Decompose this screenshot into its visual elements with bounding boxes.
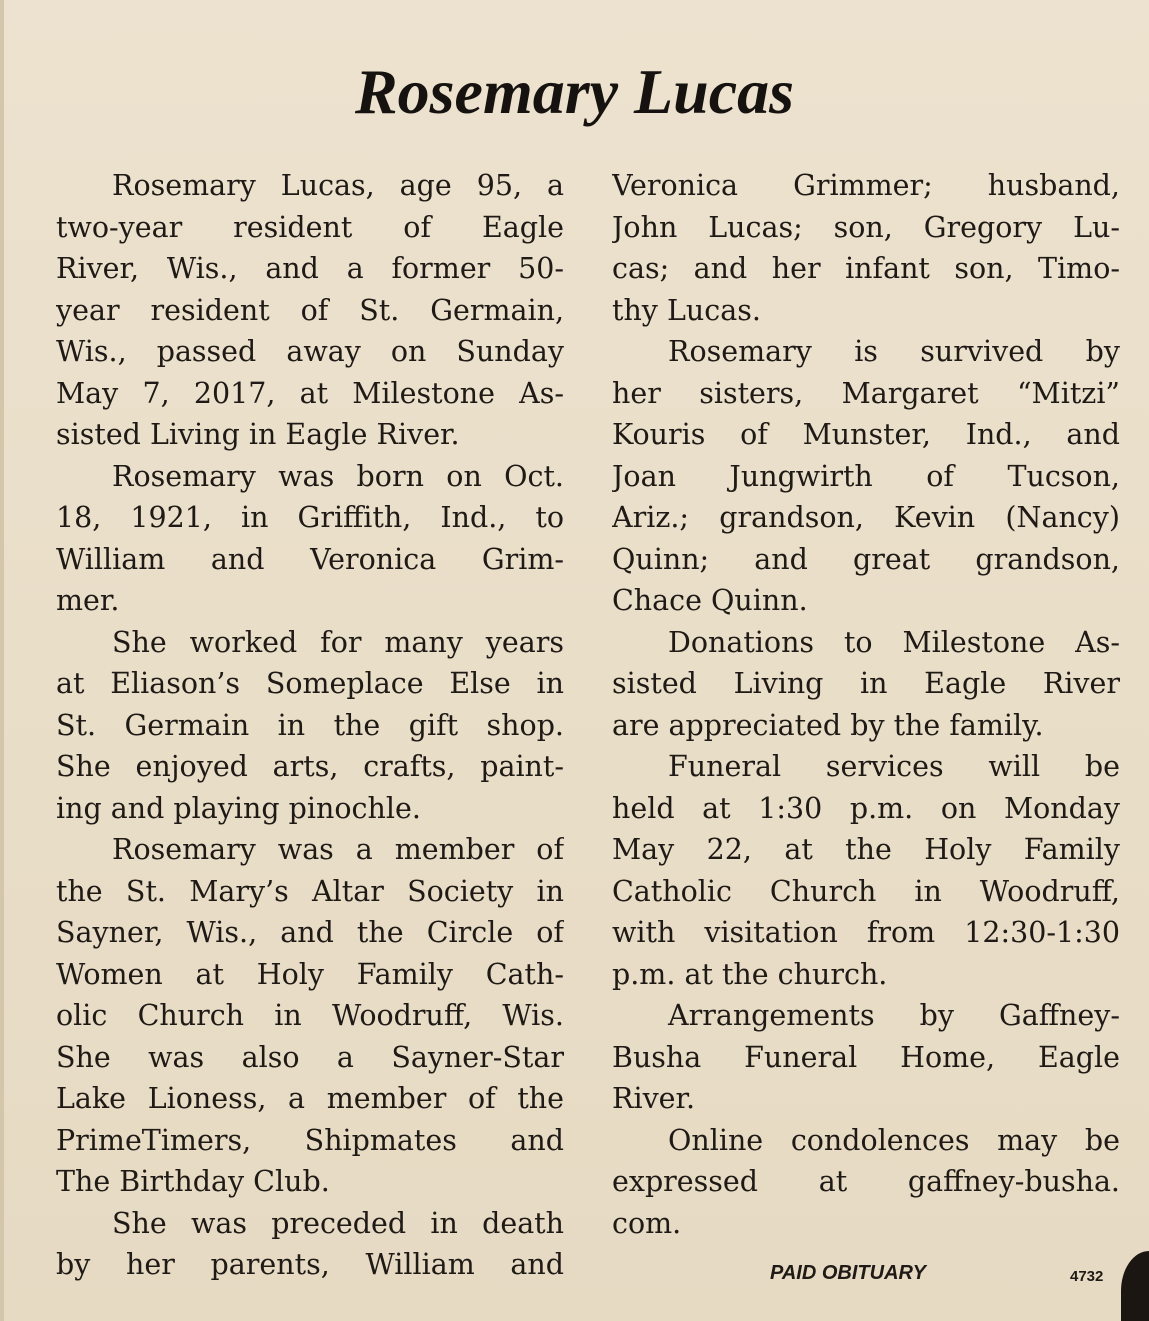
clipping-edge-shadow <box>1121 1251 1149 1321</box>
text-line: Joan Jungwirth of Tucson, <box>612 459 1120 493</box>
text-line: Rosemary is survived by <box>668 335 1120 368</box>
obituary-title: Rosemary Lucas <box>354 56 795 127</box>
text-line: olic Church in Woodruff, Wis. <box>56 999 564 1032</box>
text-line: Quinn; and great grandson, <box>612 542 1120 576</box>
text-line: William and Veronica Grim- <box>56 542 564 576</box>
text-line: Ariz.; grandson, Kevin (Nancy) <box>612 501 1120 534</box>
paper-edge <box>0 0 4 1321</box>
text-line: ing and playing pinochle. <box>56 791 421 825</box>
text-line: Women at Holy Family Cath- <box>56 957 564 991</box>
text-line: thy Lucas. <box>612 293 761 327</box>
text-line: Rosemary was born on Oct. <box>112 459 564 493</box>
text-line: She enjoyed arts, crafts, paint- <box>56 750 564 783</box>
text-line: River, Wis., and a former 50- <box>56 252 564 285</box>
text-line: Kouris of Munster, Ind., and <box>612 418 1120 451</box>
left-text-column <box>56 165 564 1286</box>
text-line: She was also a Sayner-Star <box>56 1040 564 1074</box>
text-line: Sayner, Wis., and the Circle of <box>56 916 564 949</box>
text-line: St. Germain in the gift shop. <box>56 708 564 742</box>
text-line: Arrangements by Gaffney- <box>668 999 1120 1032</box>
text-line: sisted Living in Eagle River <box>612 667 1120 700</box>
text-line: Rosemary Lucas, age 95, a <box>112 169 564 202</box>
text-line: Online condolences may be <box>668 1123 1120 1157</box>
text-line: The Birthday Club. <box>56 1165 330 1198</box>
text-line: her sisters, Margaret “Mitzi” <box>612 376 1120 410</box>
text-line: Catholic Church in Woodruff, <box>612 874 1120 908</box>
text-line: year resident of St. Germain, <box>56 293 564 327</box>
text-line: two-year resident of Eagle <box>56 210 564 244</box>
text-line: at Eliason’s Someplace Else in <box>56 667 564 700</box>
text-line: mer. <box>56 584 120 617</box>
text-line: by her parents, William and <box>56 1248 564 1281</box>
text-line: May 7, 2017, at Milestone As- <box>56 376 564 410</box>
text-line: the St. Mary’s Altar Society in <box>56 874 564 908</box>
text-line: expressed at gaffney-busha. <box>612 1165 1120 1198</box>
text-line: com. <box>612 1206 682 1240</box>
text-line: held at 1:30 p.m. on Monday <box>612 791 1120 825</box>
text-line: PrimeTimers, Shipmates and <box>56 1123 564 1157</box>
text-line: p.m. at the church. <box>612 957 888 991</box>
text-line: River. <box>612 1082 696 1115</box>
text-line: Wis., passed away on Sunday <box>56 335 564 368</box>
text-line: Chace Quinn. <box>612 584 808 617</box>
text-line: John Lucas; son, Gregory Lu- <box>612 210 1120 244</box>
text-line: Donations to Milestone As- <box>668 625 1120 659</box>
text-line: cas; and her infant son, Timo- <box>612 252 1120 285</box>
text-line: Rosemary was a member of <box>112 833 564 866</box>
text-line: 18, 1921, in Griffith, Ind., to <box>56 501 564 534</box>
text-line: sisted Living in Eagle River. <box>56 418 460 451</box>
text-line: She was preceded in death <box>112 1206 564 1240</box>
paid-obituary-label: PAID OBITUARY <box>770 1262 926 1284</box>
text-line: Lake Lioness, a member of the <box>56 1082 564 1115</box>
right-text-column <box>612 165 1120 1244</box>
text-line: She worked for many years <box>112 625 564 659</box>
text-line: Busha Funeral Home, Eagle <box>612 1040 1120 1074</box>
text-line: Funeral services will be <box>668 750 1120 783</box>
text-line: May 22, at the Holy Family <box>612 833 1120 866</box>
text-line: are appreciated by the family. <box>612 708 1044 742</box>
text-line: Veronica Grimmer; husband, <box>612 169 1120 202</box>
ad-code-number: 4732 <box>1070 1268 1104 1285</box>
text-line: with visitation from 12:30-1:30 <box>612 916 1120 949</box>
